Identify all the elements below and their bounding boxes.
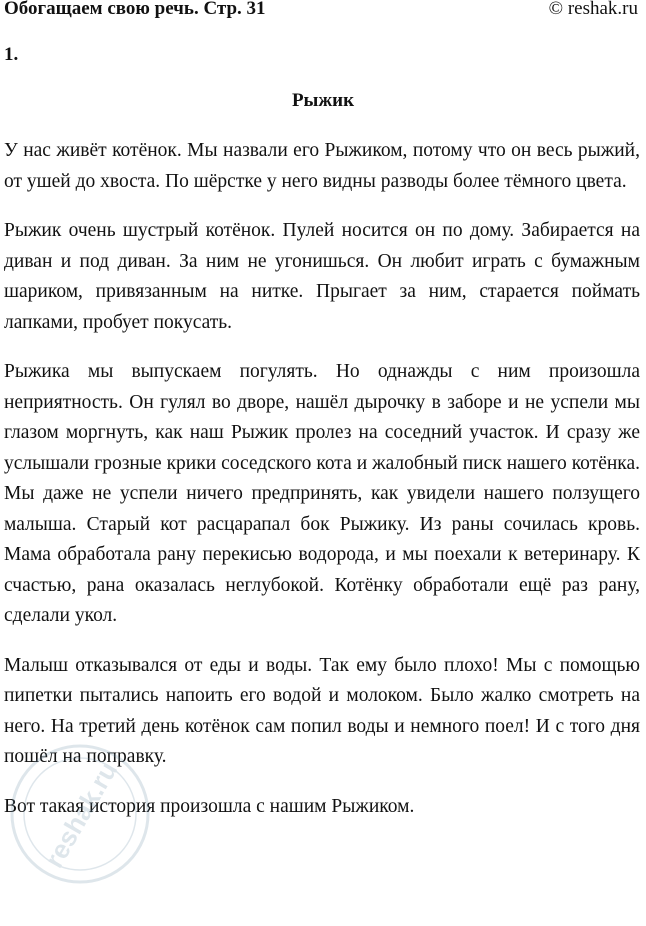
story-body: [4, 136, 640, 841]
story-title: Рыжик: [291, 90, 355, 111]
paragraph: Малыш отказывался от еды и воды. Так ему было плохо! Мы с помощью пипетки пытались напоить его водой и молоком. Было жалко смотреть на него. На третий день котёнок сам попил воды и немного поел! И с того дня пошёл на поправку.: [4, 654, 640, 767]
site-credit: © reshak.ru: [548, 0, 638, 19]
task-number: 1.: [4, 44, 19, 65]
watermark-text: reshak.ru: [38, 756, 124, 873]
paragraph: Рыжика мы выпускаем погулять. Но однажды с ним произошла неприятность. Он гулял во дворе, нашёл дырочку в заборе и не успели мы глазом моргнуть, как наш Рыжик пролез на соседний участок. И сразу же услышали грозные крики соседского кота и жалобный писк нашего котёнка. Мы даже не успели ничего предпринять, как увидели нашего ползущего малыша. Старый кот расцарапал бок Рыжику. Из раны сочилась кровь. Мама обработала рану перекисью водорода, и мы поехали к ветеринару. К счастью, рана оказалась неглубокой. Котёнку обработали ещё раз рану, сделали укол.: [4, 361, 640, 626]
page-header: [4, 0, 638, 22]
paragraph: Вот такая история произошла с нашим Рыжиком.: [4, 795, 415, 817]
paragraph: У нас живёт котёнок. Мы назвали его Рыжиком, потому что он весь рыжий, от ушей до хвоста. По шёрстке у него видны разводы более тёмного цвета.: [4, 140, 640, 192]
paragraph: Рыжик очень шустрый котёнок. Пулей носится он по дому. Забирается на диван и под диван. За ним не угонишься. Он любит играть с бумажным шариком, привязанным на нитке. Прыгает за ним, старается поймать лапками, пробует покусать.: [4, 220, 640, 333]
header-title: Обогащаем свою речь. Стр. 31: [4, 0, 266, 19]
